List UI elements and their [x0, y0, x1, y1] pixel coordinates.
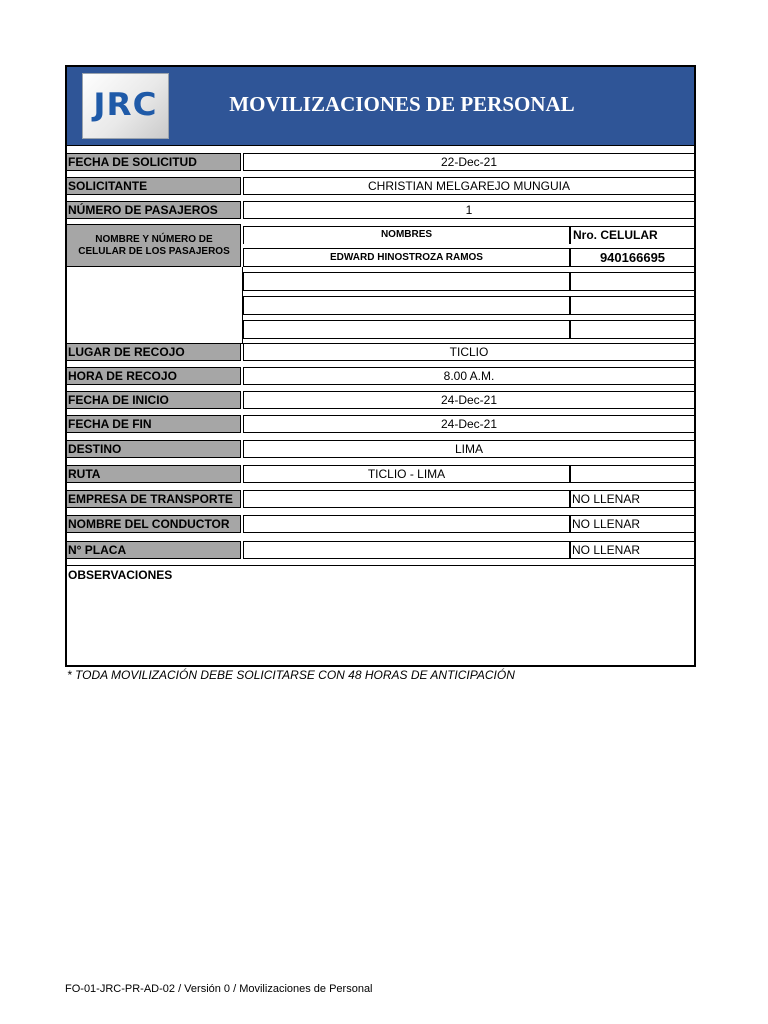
passenger-phone-1[interactable]: 940166695: [570, 248, 694, 267]
label-nombre-conductor: NOMBRE DEL CONDUCTOR: [67, 515, 241, 533]
passenger-name-3[interactable]: [243, 296, 570, 315]
value-placa[interactable]: [243, 541, 570, 559]
label-fecha-inicio: FECHA DE INICIO: [67, 391, 241, 409]
label-placa: N° PLACA: [67, 541, 241, 559]
passenger-phone-2[interactable]: [570, 272, 694, 291]
advance-notice: * TODA MOVILIZACIÓN DEBE SOLICITARSE CON 48 HORAS DE ANTICIPACIÓN: [67, 668, 515, 682]
header-banner: [67, 67, 694, 146]
label-empresa-transporte: EMPRESA DE TRANSPORTE: [67, 490, 241, 508]
label-numero-pasajeros: NÚMERO DE PASAJEROS: [67, 201, 241, 219]
value-empresa-transporte[interactable]: [243, 490, 570, 508]
label-lugar-recojo: LUGAR DE RECOJO: [67, 343, 241, 361]
note-placa: NO LLENAR: [570, 541, 694, 559]
passenger-name-2[interactable]: [243, 272, 570, 291]
label-destino: DESTINO: [67, 440, 241, 458]
value-fecha-inicio[interactable]: 24-Dec-21: [243, 391, 694, 409]
value-destino[interactable]: LIMA: [243, 440, 694, 458]
label-fecha-solicitud: FECHA DE SOLICITUD: [67, 153, 241, 171]
passenger-name-4[interactable]: [243, 320, 570, 339]
label-pasajeros-line1: NOMBRE Y NÚMERO DE: [95, 234, 213, 245]
label-ruta: RUTA: [67, 465, 241, 483]
label-observaciones: OBSERVACIONES: [68, 568, 173, 582]
value-lugar-recojo[interactable]: TICLIO: [243, 343, 694, 361]
company-logo: [82, 73, 169, 139]
value-fecha-fin[interactable]: 24-Dec-21: [243, 415, 694, 433]
value-nombre-conductor[interactable]: [243, 515, 570, 533]
note-empresa-transporte: NO LLENAR: [570, 490, 694, 508]
label-pasajeros: [67, 224, 241, 267]
observaciones-area[interactable]: [67, 566, 694, 665]
note-nombre-conductor: NO LLENAR: [570, 515, 694, 533]
document-title: MOVILIZACIONES DE PERSONAL: [229, 92, 575, 116]
passenger-phone-3[interactable]: [570, 296, 694, 315]
value-hora-recojo[interactable]: 8.00 A.M.: [243, 367, 694, 385]
movilizaciones-form: [65, 65, 696, 667]
passenger-name-1[interactable]: EDWARD HINOSTROZA RAMOS: [243, 248, 570, 267]
value-fecha-solicitud[interactable]: 22-Dec-21: [243, 153, 694, 171]
label-fecha-fin: FECHA DE FIN: [67, 415, 241, 433]
label-pasajeros-line2: CELULAR DE LOS PASAJEROS: [78, 246, 230, 257]
label-solicitante: SOLICITANTE: [67, 177, 241, 195]
pasajeros-label-blank: [67, 267, 243, 343]
document-footer: FO-01-JRC-PR-AD-02 / Versión 0 / Movilizaciones de Personal: [65, 983, 373, 995]
value-solicitante[interactable]: CHRISTIAN MELGAREJO MUNGUIA: [243, 177, 694, 195]
value-numero-pasajeros[interactable]: 1: [243, 201, 694, 219]
value-ruta[interactable]: TICLIO - LIMA: [243, 465, 570, 483]
column-header-nombres: NOMBRES: [243, 226, 570, 244]
logo-text: JRC: [93, 87, 158, 123]
column-header-celular: Nro. CELULAR: [570, 226, 694, 244]
passenger-phone-4[interactable]: [570, 320, 694, 339]
label-hora-recojo: HORA DE RECOJO: [67, 367, 241, 385]
value-ruta-extra[interactable]: [570, 465, 694, 483]
